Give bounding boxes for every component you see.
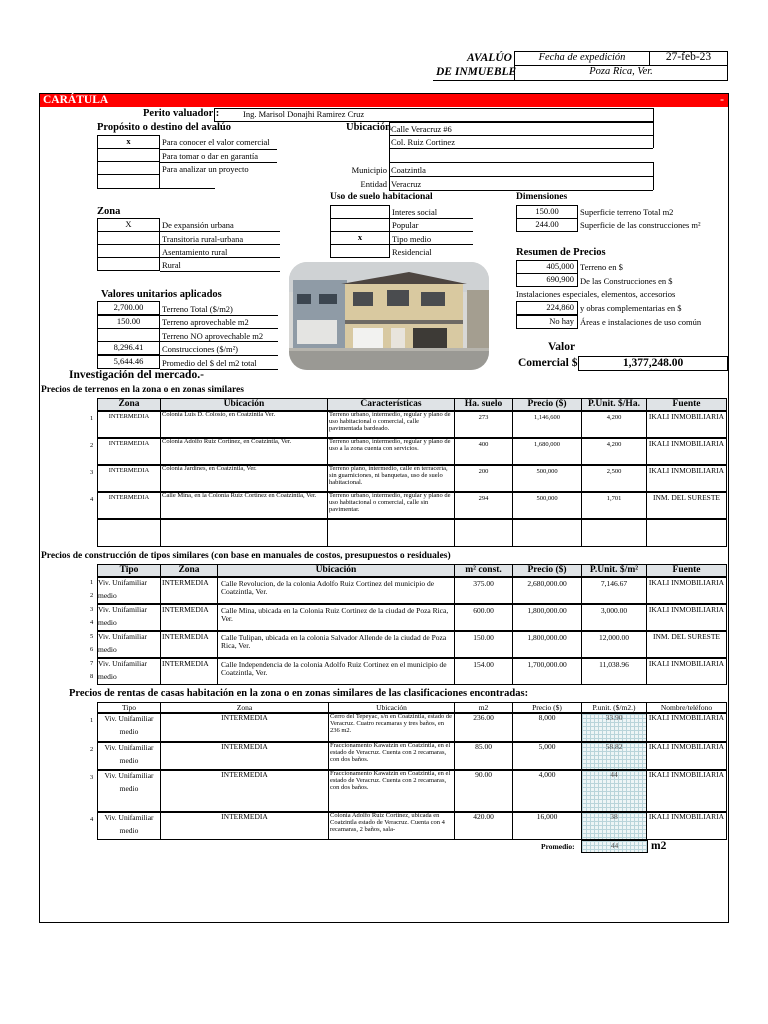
terreno-ha-text: 400: [478, 441, 489, 448]
terrenos-header-zona: Zona: [118, 399, 140, 409]
vu-value-5: 5,644.46: [113, 356, 144, 366]
terreno-empty-cell: [512, 519, 582, 547]
renta-tipo: [97, 713, 161, 742]
terreno-ha-text: 200: [478, 468, 489, 475]
terrenos-header-fuente: Fuente: [672, 399, 701, 409]
terreno-empty-cell: [454, 519, 513, 547]
construccion-zona: [160, 631, 218, 658]
proposito-text-2: Para tomar o dar en garantía: [162, 151, 259, 161]
terreno-punit: [581, 438, 647, 465]
zona-text-2: Transitoria rural-urbana: [162, 234, 244, 244]
construccion-zona-text: INTERMEDIA: [162, 632, 209, 641]
construccion-ubicacion-text: Calle Independencia de la colonia Adolfo Ruiz Cortinez en el municipio de Coatzintla, Ver.: [221, 660, 447, 677]
zona-text-4: Rural: [162, 260, 181, 270]
construcciones-precio-value: 690,900: [546, 274, 574, 284]
renta-tipo: [97, 770, 161, 812]
construccion-zona-text: INTERMEDIA: [162, 605, 209, 614]
construccion-tipo-line1: Viv. Unifamiliar: [98, 659, 148, 668]
construccion-tipo: [97, 631, 161, 658]
terreno-ubicacion: [160, 465, 328, 492]
terreno-punit-text: 4,200: [606, 414, 622, 421]
vu-value-1: 2,700.00: [113, 302, 144, 312]
proposito-title: Propósito o destino del avalúo: [97, 122, 231, 133]
renta-fuente-text: IKALI INMOBILIARIA: [648, 742, 725, 751]
terreno-zona: [97, 465, 161, 492]
construccion-precio-text: 1,800,000.00: [527, 606, 567, 615]
construccion-ubicacion-text: Calle Tulipan, ubicada en la colonia Salvador Allende de la ciudad de Poza Rica, Ver.: [221, 633, 447, 650]
renta-fuente: [646, 812, 727, 840]
construccion-header-punit: P.Unit. $/m²: [589, 565, 639, 575]
construccion-header-ubicacion: Ubicación: [315, 565, 357, 575]
construccion-ubicacion: [217, 658, 455, 685]
construccion-row-number: 2: [90, 592, 94, 599]
terreno-ubicacion: [160, 411, 328, 438]
terreno-ubicacion: [160, 492, 328, 519]
construccion-fuente: [646, 631, 727, 658]
renta-tipo-line2: medio: [119, 727, 139, 736]
terreno-ubicacion: [160, 438, 328, 465]
terreno-empty-cell: [160, 519, 328, 547]
renta-row-number: 2: [90, 746, 94, 753]
construccion-precio-text: 2,680,000.00: [527, 579, 567, 588]
terrenos-header-ha: Ha. suelo: [464, 399, 503, 409]
renta-punit-text: 44: [610, 770, 618, 779]
proposito-text-3: Para analizar un proyecto: [162, 164, 249, 174]
terreno-fuente-text: INM. DEL SURESTE: [652, 493, 720, 502]
construccion-m2: [454, 604, 513, 631]
ubicacion-municipio: Coatzintla: [391, 165, 426, 175]
house-image: [289, 262, 489, 370]
construccion-row-number: 1: [90, 579, 94, 586]
zona-mark-1[interactable]: X: [125, 219, 132, 229]
ubicacion-calle: Calle Veracruz #6: [391, 124, 452, 134]
construccion-ubicacion: [217, 577, 455, 604]
renta-precio-text: 8,000: [538, 713, 556, 722]
construccion-row-number: 5: [90, 633, 94, 640]
construccion-header-zona: Zona: [178, 565, 200, 575]
renta-zona-text: INTERMEDIA: [221, 713, 268, 722]
terreno-zona-text: INTERMEDIA: [108, 467, 150, 474]
renta-tipo: [97, 742, 161, 770]
construccion-row-number: 6: [90, 646, 94, 653]
construccion-m2: [454, 577, 513, 604]
uso-text-1: Interes social: [392, 207, 438, 217]
construccion-zona: [160, 577, 218, 604]
superficie-terreno-label: Superficie terreno Total m2: [580, 207, 674, 217]
terreno-ha-text: 273: [478, 414, 489, 421]
areas-comun-label: Áreas e instalaciones de uso común: [580, 317, 702, 327]
renta-m2: [454, 742, 513, 770]
terreno-fuente: [646, 465, 727, 492]
construccion-ubicacion: [217, 631, 455, 658]
construccion-title: Precios de construcción de tipos similares (con base en manuales de costos, presupuestos o residuales): [41, 551, 451, 561]
perito-name: Ing. Marisol Donajhi Ramirez Cruz: [243, 109, 365, 119]
terreno-precio-text: 1,680,000: [534, 441, 560, 448]
construccion-punit-text: 11,038.96: [599, 660, 629, 669]
terreno-ha: [454, 465, 513, 492]
construccion-zona: [160, 604, 218, 631]
vu-label-1: Terreno Total ($/m2): [162, 304, 233, 314]
terreno-caracteristicas-text: Terreno urbano, intermedio, regular y plano de uso a la zona cuenta con servicios.: [329, 438, 451, 452]
construccion-punit: [581, 577, 647, 604]
construccion-m2-text: 600.00: [473, 606, 494, 615]
terreno-zona-text: INTERMEDIA: [108, 413, 150, 420]
caratula-bar: CARÁTULA -: [40, 94, 728, 107]
comercial-label: Comercial $: [518, 357, 578, 369]
terreno-caracteristicas: [327, 492, 455, 519]
construccion-fuente-text: INM. DEL SURESTE: [652, 632, 720, 641]
rentas-header-zona: Zona: [236, 703, 253, 712]
renta-punit: [581, 713, 647, 742]
renta-precio-text: 16,000: [536, 812, 558, 821]
terreno-precio-text: 1,146,600: [534, 414, 560, 421]
construccion-fuente: [646, 658, 727, 685]
de-inmueble-title: DE INMUEBLE: [436, 66, 517, 78]
construccion-tipo: [97, 604, 161, 631]
construccion-m2-text: 375.00: [473, 579, 494, 588]
renta-m2-text: 90.00: [475, 770, 492, 779]
renta-ubicacion: [328, 770, 455, 812]
renta-zona-text: INTERMEDIA: [221, 812, 268, 821]
terreno-precio-value: 405,000: [546, 261, 574, 271]
ubicacion-label: Ubicación: [346, 122, 391, 133]
construccion-tipo-line2: medio: [98, 672, 117, 681]
construccion-row-number: 4: [90, 619, 94, 626]
renta-zona: [160, 742, 329, 770]
construccion-m2-text: 150.00: [473, 633, 494, 642]
terreno-caracteristicas-text: Terreno plano, intermedio, calle en terracería, sin guarniciones, ni banquetas, uso de suelo habitacional.: [329, 465, 448, 486]
terreno-precio-text: 500,000: [536, 495, 558, 502]
construccion-ubicacion-text: Calle Mina, ubicada en la Colonia Ruiz Cortinez de la ciudad de Poza Rica, Ver.: [221, 606, 449, 623]
ciudad: Poza Rica, Ver.: [589, 66, 653, 77]
renta-row-number: 3: [90, 774, 94, 781]
terrenos-header-precio: Precio ($): [527, 399, 567, 409]
construccion-precio: [512, 658, 582, 685]
construccion-punit-text: 12,000.00: [599, 633, 629, 642]
renta-tipo-line1: Viv. Unifamiliar: [104, 714, 154, 723]
promedio-unit: m2: [651, 840, 667, 852]
terreno-row-number: 1: [90, 415, 94, 422]
terreno-fuente: [646, 438, 727, 465]
renta-m2-text: 236.00: [473, 713, 494, 722]
vu-value-2: 150.00: [116, 316, 141, 326]
fecha-label: Fecha de expedición: [538, 52, 626, 63]
vu-label-2: Terreno aprovechable m2: [162, 317, 249, 327]
construccion-tipo-line1: Viv. Unifamiliar: [98, 632, 148, 641]
renta-precio: [512, 812, 582, 840]
vu-label-3: Terreno NO aprovechable m2: [162, 331, 264, 341]
terreno-row-number: 2: [90, 442, 94, 449]
terreno-zona: [97, 438, 161, 465]
uso-mark-3[interactable]: x: [357, 232, 363, 242]
terreno-zona: [97, 492, 161, 519]
construccion-header-tipo: Tipo: [119, 565, 139, 575]
renta-precio-text: 4,000: [538, 770, 556, 779]
rentas-header-precio: Precio ($): [532, 703, 562, 712]
vu-label-4: Construcciones ($/m²): [162, 344, 238, 354]
rentas-header-punit: P.unit. ($/m2.): [592, 703, 636, 712]
construccion-precio-text: 1,700,000.00: [527, 660, 567, 669]
terreno-row-number: 4: [90, 496, 94, 503]
caratula-title: CARÁTULA: [43, 94, 109, 106]
instalaciones-text: y obras complementarias en $: [580, 303, 682, 313]
construccion-header-m2: m² const.: [465, 565, 502, 575]
terreno-ubicacion-text: Colonia Adolfo Ruiz Cortinez, en Coatzintla, Ver.: [162, 438, 292, 445]
terreno-caracteristicas: [327, 438, 455, 465]
instalaciones-label: Instalaciones especiales, elementos, accesorios: [516, 289, 676, 299]
renta-zona: [160, 812, 329, 840]
renta-fuente-text: IKALI INMOBILIARIA: [648, 812, 725, 821]
terreno-precio-text: 500,000: [536, 468, 558, 475]
renta-punit: [581, 812, 647, 840]
renta-punit: [581, 742, 647, 770]
renta-tipo-line1: Viv. Unifamiliar: [104, 813, 154, 822]
renta-zona-text: INTERMEDIA: [221, 770, 268, 779]
terreno-punit: [581, 492, 647, 519]
terreno-ubicacion-text: Colonia Jardines, en Coatzintla, Ver.: [162, 465, 257, 472]
renta-fuente-text: IKALI INMOBILIARIA: [648, 770, 725, 779]
renta-tipo-line2: medio: [119, 784, 139, 793]
renta-m2: [454, 812, 513, 840]
construccion-fuente: [646, 604, 727, 631]
terreno-caracteristicas-text: Terreno urbano, intermedio, regular y plano de uso habitacional o comercial, calle sin pavimentar.: [329, 492, 451, 513]
terreno-precio: [512, 438, 582, 465]
construccion-header-fuente: Fuente: [672, 565, 701, 575]
dimensiones-title: Dimensiones: [516, 192, 568, 202]
valores-unitarios-title: Valores unitarios aplicados: [101, 289, 222, 300]
terreno-fuente-text: IKALI INMOBILIARIA: [648, 466, 725, 475]
renta-punit-text: 58.82: [605, 742, 623, 751]
renta-tipo-line1: Viv. Unifamiliar: [104, 771, 154, 780]
terreno-empty-cell: [97, 519, 161, 547]
promedio-value: 44: [610, 841, 619, 850]
construccion-ubicacion-text: Calle Revolucion, de la colonia Adolfo Ruiz Cortinez del municipio de Coatzintla, Ver.: [221, 579, 435, 596]
terreno-punit: [581, 465, 647, 492]
terrenos-title: Precios de terrenos en la zona o en zonas similares: [41, 385, 244, 395]
renta-ubicacion-text: Fraccionamento Kawatzin en Coatzintla, en el estado de Veracruz. Cuenta con 2 recamaras, con dos baños.: [330, 770, 451, 791]
construccion-row-number: 7: [90, 660, 94, 667]
renta-zona: [160, 713, 329, 742]
renta-fuente: [646, 742, 727, 770]
terreno-punit-text: 2,500: [606, 468, 622, 475]
terreno-fuente: [646, 492, 727, 519]
superficie-construcciones-value: 244.00: [535, 219, 559, 229]
renta-tipo-line1: Viv. Unifamiliar: [104, 743, 154, 752]
terreno-fuente-text: IKALI INMOBILIARIA: [648, 439, 725, 448]
renta-ubicacion-text: Colonia Adolfo Ruiz Cortinez, ubicada en Coatzintla estado de Veracruz. Cuenta con 4 recamaras, 2 baños, sala-: [330, 812, 445, 833]
renta-precio: [512, 713, 582, 742]
avaluo-title: AVALÚO: [467, 52, 512, 64]
renta-m2-text: 85.00: [475, 742, 492, 751]
rentas-header-fuente: Nombre/teléfono: [660, 703, 713, 712]
renta-zona-text: INTERMEDIA: [221, 742, 268, 751]
construccion-tipo-line2: medio: [98, 645, 117, 654]
construccion-m2: [454, 631, 513, 658]
construccion-punit: [581, 658, 647, 685]
terreno-ubicacion-text: Colonia Luis D. Colosio, en Coatzintla Ver.: [162, 411, 276, 418]
terreno-zona: [97, 411, 161, 438]
renta-ubicacion-text: Fraccionamento Kawatzin en Coatzintla, en el estado de Veracruz. Cuenta con 2 recamaras, con dos baños.: [330, 742, 451, 763]
construccion-precio: [512, 604, 582, 631]
vu-value-4: 8,296.41: [113, 342, 144, 352]
construccion-zona-text: INTERMEDIA: [162, 659, 209, 668]
renta-precio: [512, 770, 582, 812]
terreno-precio: [512, 411, 582, 438]
terreno-precio-label: Terreno en $: [580, 262, 623, 272]
valor-label: Valor: [548, 341, 576, 353]
terreno-empty-cell: [581, 519, 647, 547]
construccion-fuente-text: IKALI INMOBILIARIA: [648, 578, 725, 587]
rentas-header-m2: m2: [478, 703, 489, 712]
construcciones-precio-label: De las Construcciones en $: [580, 276, 673, 286]
terrenos-header-caracteristicas: Características: [360, 399, 422, 409]
rentas-header-tipo: Tipo: [122, 703, 136, 712]
terreno-zona-text: INTERMEDIA: [108, 440, 150, 447]
renta-ubicacion: [328, 713, 455, 742]
terreno-row-number: 3: [90, 469, 94, 476]
fecha-value: 27-feb-23: [665, 51, 712, 63]
construccion-tipo: [97, 577, 161, 604]
proposito-text-1: Para conocer el valor comercial: [162, 137, 270, 147]
uso-suelo-title: Uso de suelo habitacional: [330, 192, 433, 202]
renta-fuente: [646, 713, 727, 742]
renta-punit-text: 33.90: [605, 713, 623, 722]
construccion-precio: [512, 577, 582, 604]
renta-precio-text: 5,000: [538, 742, 556, 751]
terreno-caracteristicas: [327, 411, 455, 438]
terreno-fuente-text: IKALI INMOBILIARIA: [648, 412, 725, 421]
terreno-fuente: [646, 411, 727, 438]
construccion-fuente: [646, 577, 727, 604]
construccion-tipo: [97, 658, 161, 685]
proposito-mark-1[interactable]: x: [126, 136, 131, 146]
renta-m2: [454, 770, 513, 812]
construccion-row-number: 3: [90, 606, 94, 613]
renta-punit: [581, 770, 647, 812]
terreno-caracteristicas: [327, 465, 455, 492]
renta-tipo-line2: medio: [119, 756, 139, 765]
renta-precio: [512, 742, 582, 770]
terreno-caracteristicas-text: Terreno urbano, intermedio, regular y plano de uso habitacional o comercial, calle pavimentada bardeado.: [329, 411, 451, 432]
zona-text-3: Asentamiento rural: [162, 247, 228, 257]
construccion-fuente-text: IKALI INMOBILIARIA: [648, 659, 725, 668]
construccion-ubicacion: [217, 604, 455, 631]
construccion-fuente-text: IKALI INMOBILIARIA: [648, 605, 725, 614]
ubicacion-entidad: Veracruz: [391, 179, 422, 189]
uso-text-3: Tipo medio: [392, 234, 432, 244]
resumen-title: Resumen de Precios: [516, 247, 606, 258]
rentas-title: Precios de rentas de casas habitación en la zona o en zonas similares de las clasificaciones encontradas:: [69, 688, 529, 699]
terrenos-header-ubicacion: Ubicación: [223, 399, 265, 409]
perito-label: Perito valuador :: [143, 108, 220, 119]
renta-tipo: [97, 812, 161, 840]
terreno-zona-text: INTERMEDIA: [108, 494, 150, 501]
renta-ubicacion: [328, 812, 455, 840]
construccion-row-number: 8: [90, 673, 94, 680]
terreno-precio: [512, 492, 582, 519]
renta-tipo-line2: medio: [119, 826, 139, 835]
construccion-precio-text: 1,800,000.00: [527, 633, 567, 642]
terreno-empty-cell: [646, 519, 727, 547]
zona-title: Zona: [97, 206, 121, 217]
construccion-punit: [581, 631, 647, 658]
investigacion-title: Investigación del mercado.-: [69, 369, 204, 381]
zona-text-1: De expansión urbana: [162, 220, 234, 230]
renta-m2-text: 420.00: [473, 812, 494, 821]
promedio-label: Promedio:: [541, 842, 575, 851]
house-photo: [289, 262, 489, 370]
terreno-ha-text: 294: [478, 495, 489, 502]
construccion-tipo-line2: medio: [98, 591, 117, 600]
renta-punit-text: 38: [610, 812, 618, 821]
construccion-m2: [454, 658, 513, 685]
construccion-punit-text: 7,146.67: [600, 579, 628, 588]
construccion-precio: [512, 631, 582, 658]
construccion-tipo-line1: Viv. Unifamiliar: [98, 605, 148, 614]
ubicacion-colonia: Col. Ruiz Cortinez: [391, 137, 455, 147]
renta-zona: [160, 770, 329, 812]
renta-row-number: 1: [90, 717, 94, 724]
superficie-construcciones-label: Superficie de las construcciones m²: [580, 220, 701, 230]
terreno-punit: [581, 411, 647, 438]
construccion-zona-text: INTERMEDIA: [162, 578, 209, 587]
terreno-ubicacion-text: Calle Mina, en la Colonia Ruiz Cortinez en Coatzintla, Ver.: [162, 492, 317, 499]
construccion-punit-text: 3,000.00: [600, 606, 628, 615]
construccion-zona: [160, 658, 218, 685]
terreno-empty-cell: [327, 519, 455, 547]
terreno-punit-text: 1,701: [606, 495, 622, 502]
terreno-ha: [454, 492, 513, 519]
terreno-ha: [454, 438, 513, 465]
construccion-tipo-line2: medio: [98, 618, 117, 627]
construccion-tipo-line1: Viv. Unifamiliar: [98, 578, 148, 587]
rentas-header-ubicacion: Ubicación: [376, 703, 407, 712]
vu-label-5: Promedio del $ del m2 total: [162, 358, 257, 368]
renta-m2: [454, 713, 513, 742]
renta-ubicacion-text: Cerro del Tepeyac, s/n en Coatzintla, estado de Veracruz. Cuatro recamaras y tres baños, en 236 m2.: [330, 713, 452, 734]
terreno-punit-text: 4,200: [606, 441, 622, 448]
valor-comercial-value: 1,377,248.00: [622, 357, 684, 369]
uso-text-2: Popular: [392, 220, 419, 230]
uso-text-4: Residencial: [392, 247, 432, 257]
terreno-precio: [512, 465, 582, 492]
renta-fuente: [646, 770, 727, 812]
instalaciones-value: 224,860: [546, 302, 574, 312]
renta-fuente-text: IKALI INMOBILIARIA: [648, 713, 725, 722]
renta-ubicacion: [328, 742, 455, 770]
terrenos-header-punit: P.Unit. $/Ha.: [588, 399, 640, 409]
areas-comun-value: No hay: [549, 316, 574, 326]
construccion-header-precio: Precio ($): [527, 565, 567, 575]
construccion-punit: [581, 604, 647, 631]
renta-row-number: 4: [90, 816, 94, 823]
superficie-terreno-value: 150.00: [535, 206, 559, 216]
construccion-m2-text: 154.00: [473, 660, 494, 669]
terreno-ha: [454, 411, 513, 438]
